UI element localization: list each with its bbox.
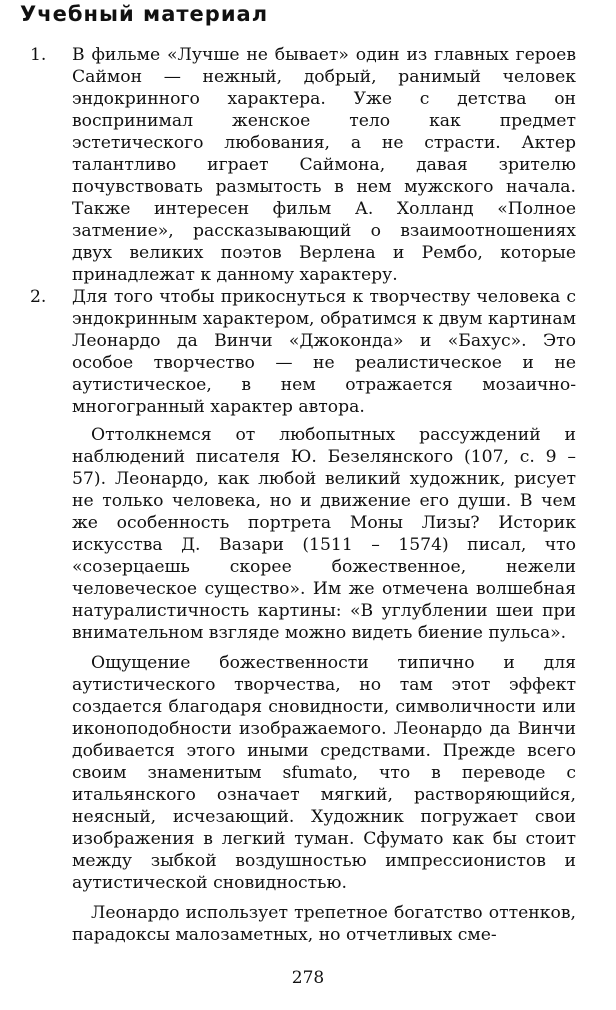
numbered-item-2 (20, 286, 576, 418)
paragraph-besel: Оттолкнемся от любопытных рассуждений и наблюдений писателя Ю. Безелянского (107, с. 9 – 57). Леонардо, как любой великий художник, рисует не только человека, но и движение его души. В чем же особенность портрета Моны Лизы? Историк искусства Д. Вазари (1511 – 1574) писал, что «созерцаешь скорее божественное, нежели человеческое существо». Им же отмечена волшебная натуралистичность картины: «В углублении шеи при внимательном взгляде можно видеть биение пульса». (72, 425, 576, 643)
page-body (20, 44, 576, 946)
numbered-item-1 (20, 44, 576, 286)
section-heading: Учебный материал (20, 2, 269, 26)
page-number: 278 (291, 968, 325, 988)
paragraph-shades: Леонардо использует трепетное богатство оттенков, парадоксы малозаметных, но отчетливых сме- (72, 903, 576, 945)
item-number: 2. (30, 287, 47, 307)
paragraph-sfumato: Ощущение божественности типично и для аутистического творчества, но там этот эффект создается благодаря сновидности, символичности или иконоподобности изображаемого. Леонардо да Винчи добивается этого иными средствами. Прежде всего своим знаменитым sfumato, что в переводе с итальянского означает мягкий, растворяющийся, неясный, исчезающий. Художник погружает свои изображения в легкий туман. Сфумато как бы стоит между зыбкой воздушностью импрессионистов и аутистической сновидностью. (72, 653, 576, 893)
item-number: 1. (30, 45, 47, 65)
item-text: В фильме «Лучше не бывает» один из главных героев Саймон — нежный, добрый, ранимый человек эндокринного характера. Уже с детства он воспринимал женское тело как предмет эстетического любования, а не страсти. Актер талантливо играет Саймона, давая зрителю почувствовать размытость в нем мужского начала. Также интересен фильм А. Холланд «Полное затмение», рассказывающий о взаимоотношениях двух великих поэтов Верлена и Рембо, которые принадлежат к данному характеру. (72, 45, 576, 285)
item-text: Для того чтобы прикоснуться к творчеству человека с эндокринным характером, обратимся к двум картинам Леонардо да Винчи «Джоконда» и «Бахус». Это особое творчество — не реалистическое и не аутистическое, в нем отражается мозаично-многогранный характер автора. (72, 287, 576, 417)
